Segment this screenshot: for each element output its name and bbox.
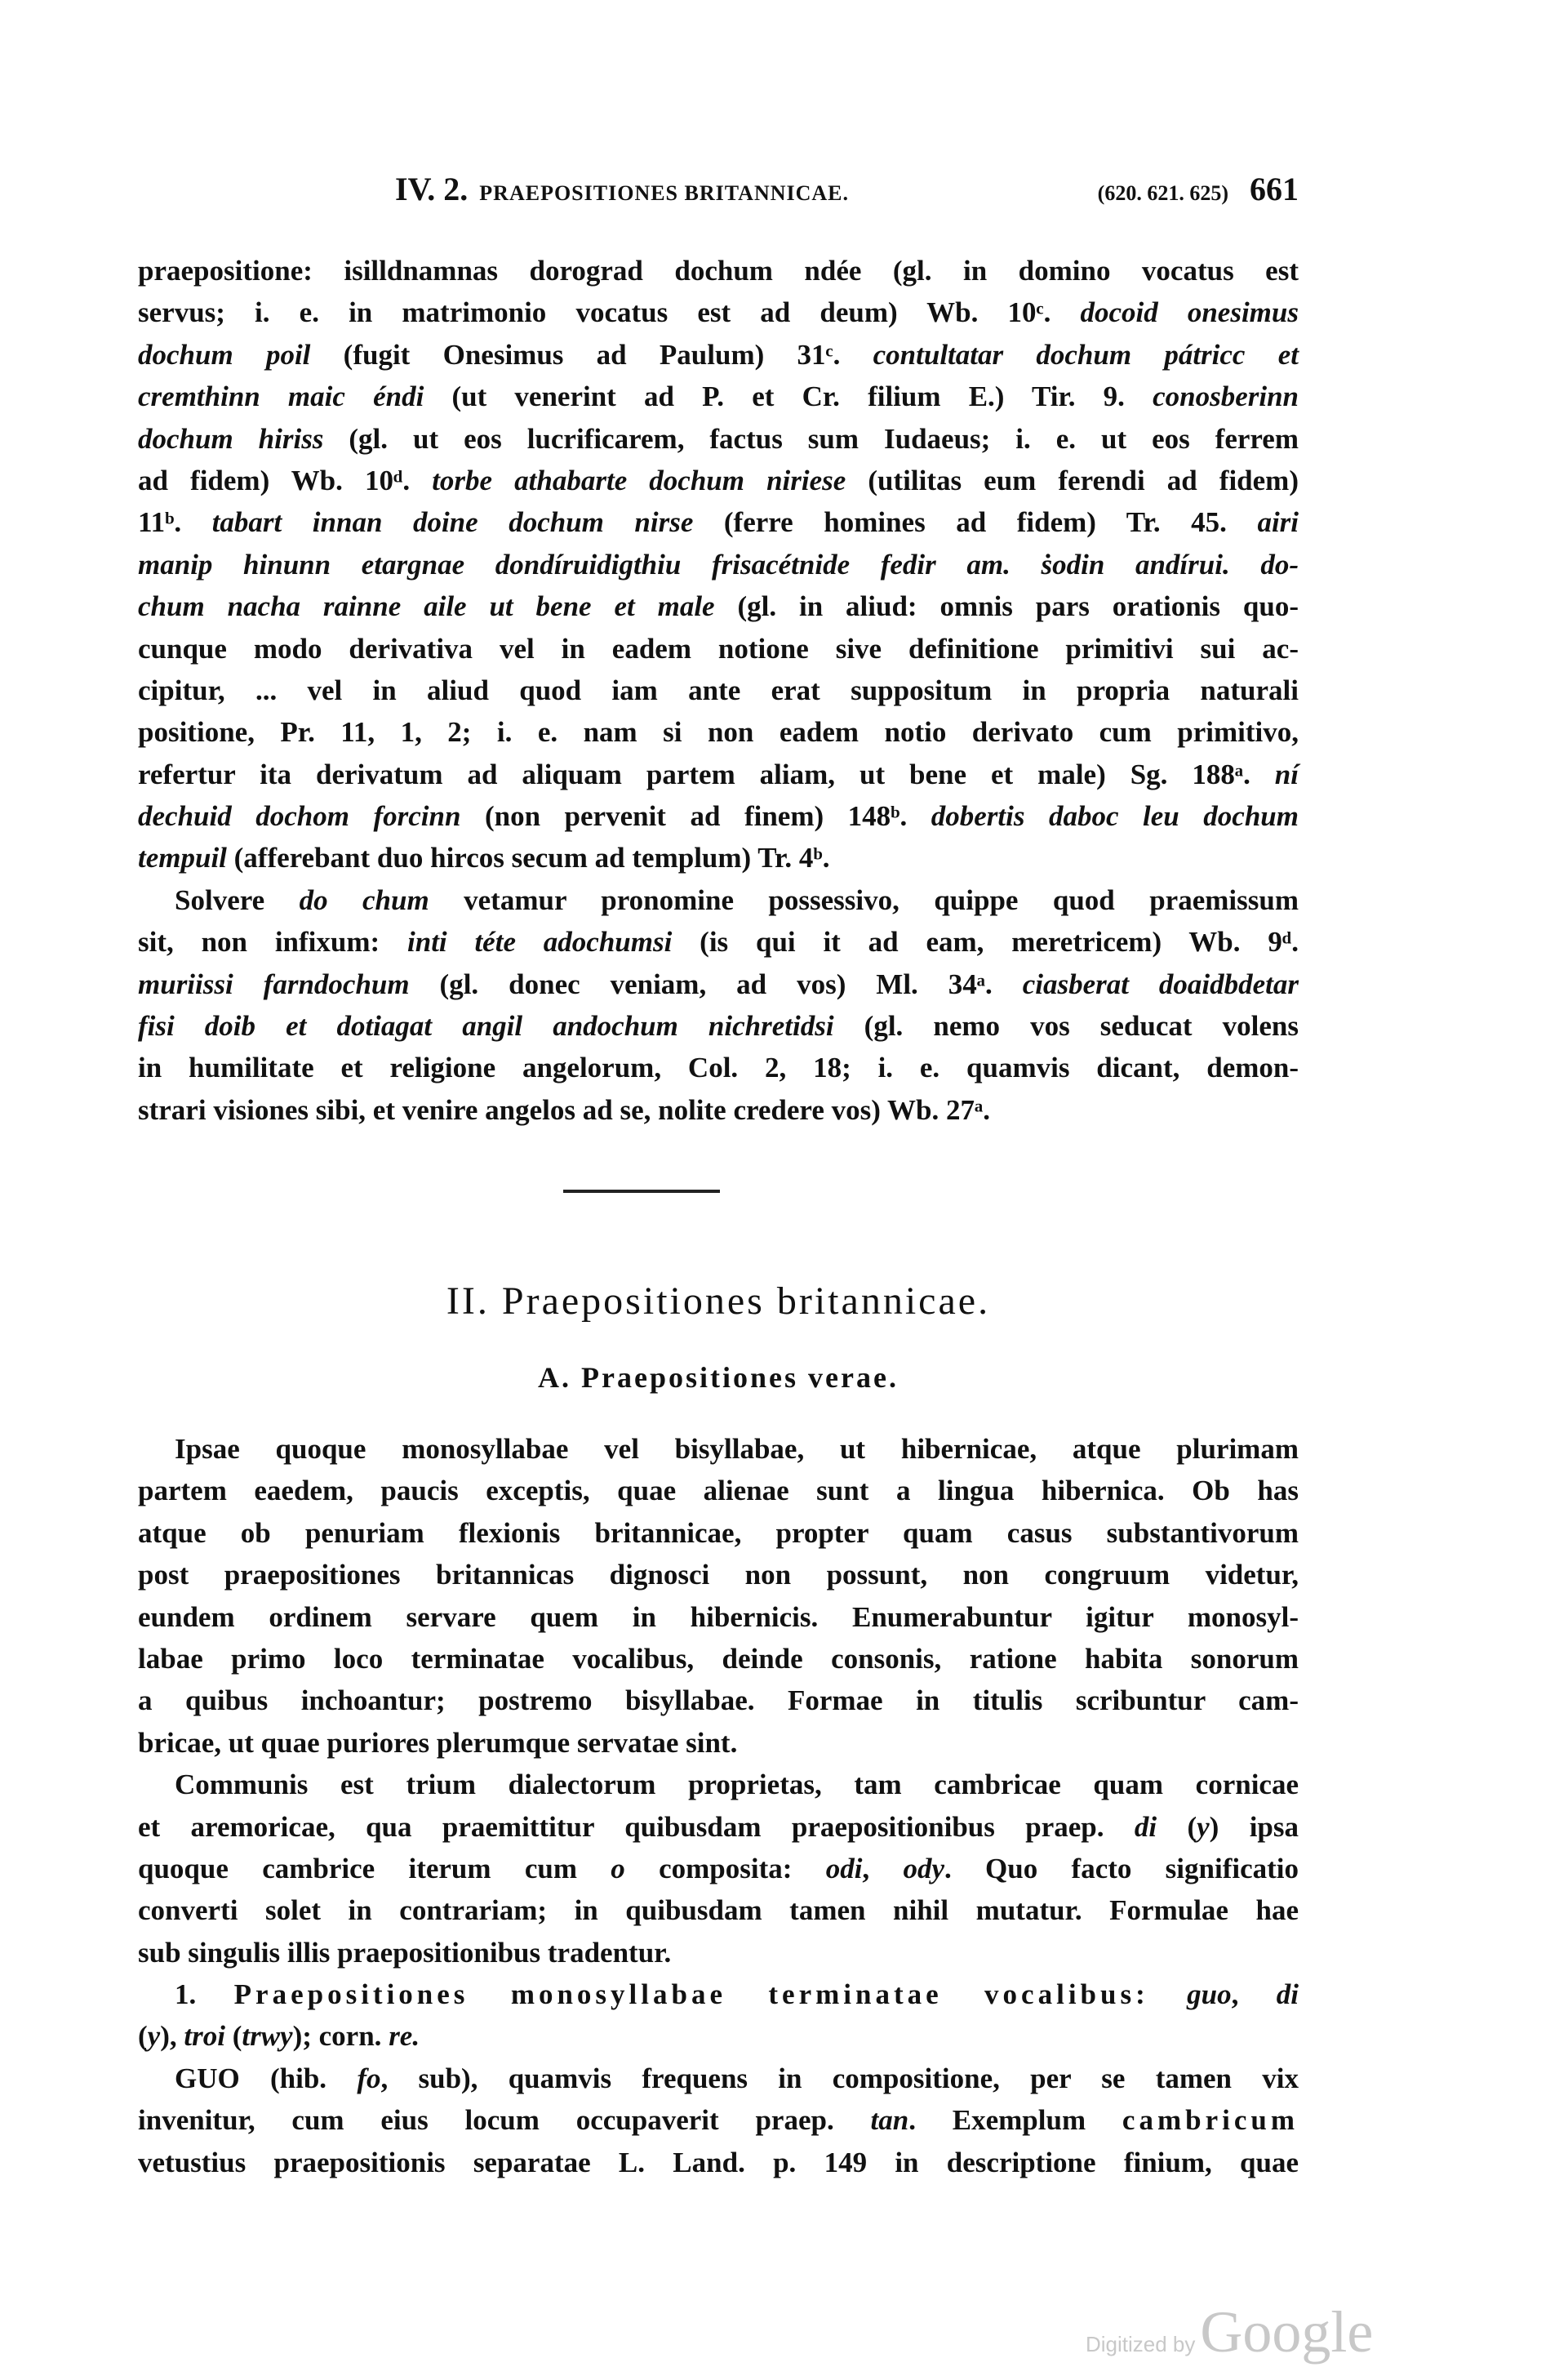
text-segment: . Exemplum [908,2104,1122,2137]
italic-term: di [1134,1810,1157,1843]
text-segment: post praepositiones britannicas dignosci non possunt, non congruum videtur, [138,1559,1299,1591]
text-segment: eundem ordinem servare quem in hibernicis. Enumerabuntur igitur monosyl- [138,1600,1299,1633]
text-segment: , sub), quamvis frequens in compositione, per se tamen vix [380,2062,1299,2094]
italic-term: re. [389,2020,420,2053]
italic-term: ní [1274,758,1299,790]
text-segment: 11ᵇ. [138,506,212,539]
text-line [138,879,1299,921]
text-segment: ) ipsa [1209,1810,1299,1843]
text-segment: (non pervenit ad finem) 148ᵇ. [460,800,931,833]
text-line [138,501,1299,543]
italic-term: y [1197,1810,1210,1843]
text-segment: converti solet in contrariam; in quibusdam tamen nihil mutatur. Formulae hae [138,1894,1299,1927]
text-segment: Communis est trium dialectorum proprietas, tam cambricae quam cornicae [175,1769,1299,1801]
text-block-part2 [138,1428,1299,2183]
text-line [138,1973,1299,2015]
text-line [138,1512,1299,1554]
italic-term: tabart innan doine dochum nirse [211,506,694,539]
text-segment: ); corn. [292,2020,389,2053]
text-line [138,250,1299,291]
text-line [138,1889,1299,1931]
text-segment: positione, Pr. 11, 1, 2; i. e. nam si non eadem notio derivato cum primitivo, [138,716,1299,749]
text-line [138,544,1299,585]
text-segment: cunque modo derivativa vel in eadem notione sive definitione primitivi sui ac- [138,632,1299,665]
text-segment: (afferebant duo hircos secum ad templum) Tr. 4ᵇ. [226,842,830,874]
header-section: IV. 2. [395,171,469,207]
text-line [138,291,1299,333]
text-segment: sub singulis illis praepositionibus tradentur. [138,1936,672,1969]
text-segment: (utilitas eum ferendi ad fidem) [846,464,1299,496]
text-line [138,460,1299,501]
italic-term: odi [825,1852,863,1884]
text-segment: et aremoricae, qua praemittitur quibusdam praepositionibus praep. [138,1810,1135,1843]
text-segment: refertur ita derivatum ad aliquam partem aliam, ut bene et male) Sg. 188ᵃ. [138,758,1275,790]
italic-term: inti téte adochumsi [407,926,673,959]
italic-term: chum nacha rainne aile ut bene et male [138,590,715,623]
watermark [1086,2298,1373,2366]
text-segment: strari visiones sibi, et venire angelos ad se, nolite credere vos) Wb. 27ᵃ. [138,1093,990,1126]
text-line [138,1089,1299,1131]
italic-term: torbe athabarte dochum niriese [432,464,846,496]
italic-term: fisi doib et dotiagat angil andochum nichretidsi [138,1010,834,1043]
text-line [138,1680,1299,1721]
text-line [138,1596,1299,1638]
text-line [138,2099,1299,2141]
text-segment: servus; i. e. in matrimonio vocatus est ad deum) Wb. 10ᶜ. [138,296,1081,329]
text-segment: atque ob penuriam flexionis britannicae, propter quam casus substantivorum [138,1516,1299,1549]
text-line [138,1047,1299,1088]
italic-term: o [611,1852,625,1884]
text-segment: (gl. ut eos lucrificarem, factus sum Iudaeus; i. e. ut eos ferrem [323,422,1299,455]
text-line [138,585,1299,627]
text-segment: cambricum [1122,2104,1299,2137]
text-line [138,1806,1299,1848]
text-segment: Solvere [175,883,300,916]
text-segment: (ferre homines ad fidem) Tr. 45. [693,506,1258,539]
text-segment: isilldnamnas dorograd dochum ndée [344,255,862,287]
text-segment: ad fidem) Wb. 10ᵈ. [138,464,433,496]
text-segment: (gl. nemo vos seducat volens [833,1010,1299,1043]
text-segment: , [1231,1978,1277,2011]
text-line [138,670,1299,711]
italic-term: ody [903,1852,945,1884]
text-line [138,1638,1299,1680]
header-title: PRAEPOSITIONES BRITANNICAE. [479,181,850,205]
text-line [138,795,1299,837]
text-line [138,334,1299,376]
text-segment: . Quo facto significatio [944,1852,1299,1884]
text-segment: ( [138,2020,148,2053]
italic-term: airi [1257,506,1299,539]
text-line [138,1932,1299,1973]
italic-term: fo [357,2062,381,2094]
text-segment: (gl. in domino vocatus est [861,255,1299,287]
text-segment: a quibus inchoantur; postremo bisyllabae. Formae in titulis scribuntur cam- [138,1684,1299,1717]
text-segment: , [862,1852,904,1884]
italic-term: trwy [242,2020,293,2053]
text-segment: invenitur, cum eius locum occupaverit praep. [138,2104,871,2137]
text-segment: Praepositiones monosyllabae terminatae vocalibus: [233,1978,1149,2011]
subsection-heading: A. Praepositiones verae. [538,1361,899,1394]
text-line [138,1722,1299,1764]
text-segment [1149,1978,1187,2010]
text-segment: Ipsae quoque monosyllabae vel bisyllabae, ut hibernicae, atque plurimam [175,1433,1299,1465]
page-number: 661 [1250,171,1299,207]
text-line [138,1554,1299,1595]
text-line [138,1848,1299,1889]
text-segment: GUO (hib. [175,2062,358,2094]
text-line [138,1005,1299,1047]
text-segment: (ut venerint ad P. et Cr. filium E.) Tir. 9. [424,380,1153,413]
text-line [138,711,1299,753]
text-line [138,418,1299,460]
section-heading: II. Praepositiones britannicae. [446,1279,991,1323]
text-segment: ( [1157,1810,1197,1843]
text-line [138,963,1299,1005]
text-segment: (is qui it ad eam, meretricem) Wb. 9ᵈ. [672,926,1299,959]
text-segment: cipitur, ... vel in aliud quod iam ante erat suppositum in propria naturali [138,674,1299,706]
text-segment: quoque cambrice iterum cum [138,1852,611,1884]
italic-term: di [1276,1978,1299,2011]
text-segment: labae primo loco terminatae vocalibus, deinde consonis, ratione habita sonorum [138,1642,1299,1675]
text-line [138,1470,1299,1511]
italic-term: muriissi farndochum [138,968,410,1000]
text-segment: 1. [175,1978,234,2011]
italic-term: troi [184,2020,225,2053]
text-segment: bricae, ut quae puriores plerumque servatae sint. [138,1726,738,1759]
italic-term: docoid onesimus [1080,296,1299,329]
italic-term: contultatar dochum pátricc et [873,338,1299,371]
text-line [138,1428,1299,1470]
section-divider [563,1190,720,1193]
text-line [138,837,1299,879]
italic-term: tan [870,2104,909,2137]
text-line [138,1764,1299,1805]
text-segment: (fugit Onesimus ad Paulum) 31ᶜ. [310,338,873,371]
text-segment: composita: [624,1852,826,1884]
italic-term: do chum [299,883,429,916]
text-line [138,2058,1299,2099]
text-segment: (gl. donec veniam, ad vos) Ml. 34ᵃ. [409,968,1023,1000]
italic-term: ciasberat doaidbdetar [1022,968,1299,1000]
italic-term: dobertis daboc leu dochum [931,800,1299,833]
text-segment: partem eaedem, paucis exceptis, quae alienae sunt a lingua hibernica. Ob has [138,1475,1299,1507]
text-line [138,754,1299,795]
google-logo: Google [1200,2299,1374,2365]
watermark-prefix: Digitized by [1086,2332,1196,2356]
italic-term: guo [1187,1978,1232,2011]
italic-term: conosberinn [1153,380,1299,413]
italic-term: dechuid dochom forcinn [138,800,461,833]
text-segment: ( [224,2020,242,2053]
text-line [138,628,1299,670]
text-segment: vetamur pronomine possessivo, quippe quod praemissum [429,883,1299,916]
text-line [138,2142,1299,2183]
italic-term: tempuil [138,842,227,874]
italic-term: dochum poil [138,338,311,371]
text-block-part1 [138,250,1299,1131]
text-line [138,2015,1299,2057]
text-line [138,376,1299,417]
italic-term: cremthinn maic éndi [138,380,424,413]
text-segment: sit, non infixum: [138,926,407,959]
header-refs: (620. 621. 625) [1097,181,1228,205]
italic-term: manip hinunn etargnae dondíruidigthiu frisacétnide fedir am. ṡodin andírui. do- [138,548,1299,581]
text-segment: vetustius praepositionis separatae L. Land. p. 149 in descriptione finium, quae [138,2146,1299,2178]
text-line [138,921,1299,963]
italic-term: dochum hiriss [138,422,324,455]
italic-term: y [147,2020,161,2053]
running-header [395,170,1299,211]
text-segment: in humilitate et religione angelorum, Col. 2, 18; i. e. quamvis dicant, demon- [138,1052,1299,1084]
text-segment: praepositione: [138,255,344,287]
text-segment: ), [160,2020,184,2053]
text-segment: (gl. in aliud: omnis pars orationis quo- [714,590,1299,623]
